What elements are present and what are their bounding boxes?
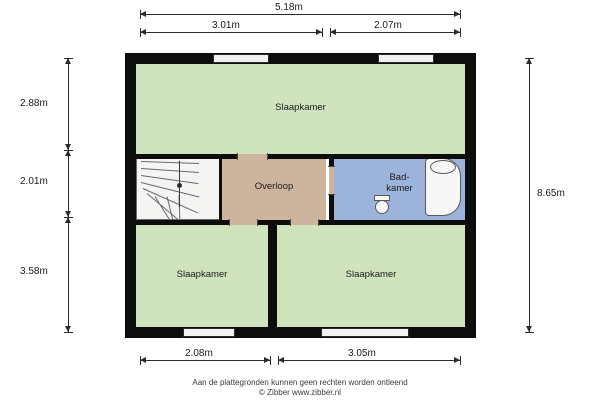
- left-middle-dim-label: 2.01m: [20, 176, 48, 187]
- bottom-right-dim-label: 3.05m: [348, 348, 376, 359]
- room-landing: [222, 154, 326, 220]
- bottom-right-tick-right: [460, 356, 461, 365]
- right-overall-dim-label: 8.65m: [537, 188, 565, 199]
- top-overall-dim-label: 5.18m: [275, 2, 303, 13]
- door-opening-bottom-left-bedroom: [229, 220, 257, 225]
- top-right-dim-label: 2.07m: [374, 20, 402, 31]
- left-bottom-arrow-up: [65, 217, 71, 223]
- bottom-left-dim-line: [140, 360, 270, 361]
- window-top-left: [213, 54, 269, 63]
- top-right-tick-left: [330, 28, 331, 37]
- left-top-dim-line: [68, 58, 69, 150]
- wall-between-bottom-bedrooms: [268, 225, 277, 327]
- room-bottom-right-bedroom: [277, 225, 465, 327]
- left-bottom-tick-bottom: [64, 332, 73, 333]
- bottom-right-tick-left: [278, 356, 279, 365]
- room-top-bedroom: [136, 64, 465, 154]
- top-left-dim-line: [140, 32, 322, 33]
- toilet-bowl: [375, 200, 389, 214]
- left-middle-arrow-up: [65, 150, 71, 156]
- window-top-right: [378, 54, 434, 63]
- room-label-top-bedroom: Slaapkamer: [275, 102, 326, 113]
- door-opening-top-bedroom: [237, 154, 267, 159]
- staircase: [136, 154, 222, 220]
- door-opening-bathroom: [329, 166, 334, 194]
- window-bottom-left: [183, 328, 235, 337]
- left-bottom-dim-line: [68, 217, 69, 332]
- room-label-landing: Overloop: [254, 181, 294, 192]
- footer-copyright: © Zibber www.zibber.nl: [259, 388, 341, 397]
- room-bottom-left-bedroom: [136, 225, 268, 327]
- wall-left: [125, 53, 136, 338]
- left-top-dim-label: 2.88m: [20, 98, 48, 109]
- top-left-tick-right: [322, 28, 323, 37]
- top-overall-dim-line: [140, 14, 460, 15]
- floor-plan: [125, 53, 476, 338]
- top-left-dim-label: 3.01m: [212, 20, 240, 31]
- room-label-bathroom-line1: Bad-: [389, 172, 410, 183]
- top-left-tick-left: [140, 28, 141, 37]
- bottom-left-tick-right: [270, 356, 271, 365]
- left-middle-dim-line: [68, 150, 69, 217]
- room-label-bottom-left-bedroom: Slaapkamer: [176, 269, 228, 280]
- right-overall-tick-bottom: [525, 332, 534, 333]
- top-right-tick-right: [460, 28, 461, 37]
- bottom-left-dim-label: 2.08m: [185, 348, 213, 359]
- wall-stair-landing: [219, 159, 222, 220]
- window-bottom-right: [321, 328, 409, 337]
- left-bottom-dim-label: 3.58m: [20, 266, 48, 277]
- sink: [430, 160, 456, 174]
- door-opening-bottom-right-bedroom: [290, 220, 318, 225]
- right-overall-tick-top: [525, 58, 534, 59]
- left-top-tick-top: [64, 58, 73, 59]
- top-right-dim-line: [330, 32, 460, 33]
- bottom-left-tick-left: [140, 356, 141, 365]
- wall-inner-upper: [136, 154, 465, 159]
- right-overall-dim-line: [529, 58, 530, 332]
- top-overall-tick-right: [460, 10, 461, 19]
- footer-disclaimer: Aan de plattegronden kunnen geen rechten worden ontleend: [192, 378, 408, 387]
- room-label-bathroom-line2: kamer: [386, 183, 413, 194]
- wall-bottom: [125, 327, 476, 338]
- wall-right: [465, 53, 476, 338]
- top-overall-tick-left: [140, 10, 141, 19]
- bottom-right-dim-line: [278, 360, 460, 361]
- room-label-bottom-right-bedroom: Slaapkamer: [345, 269, 397, 280]
